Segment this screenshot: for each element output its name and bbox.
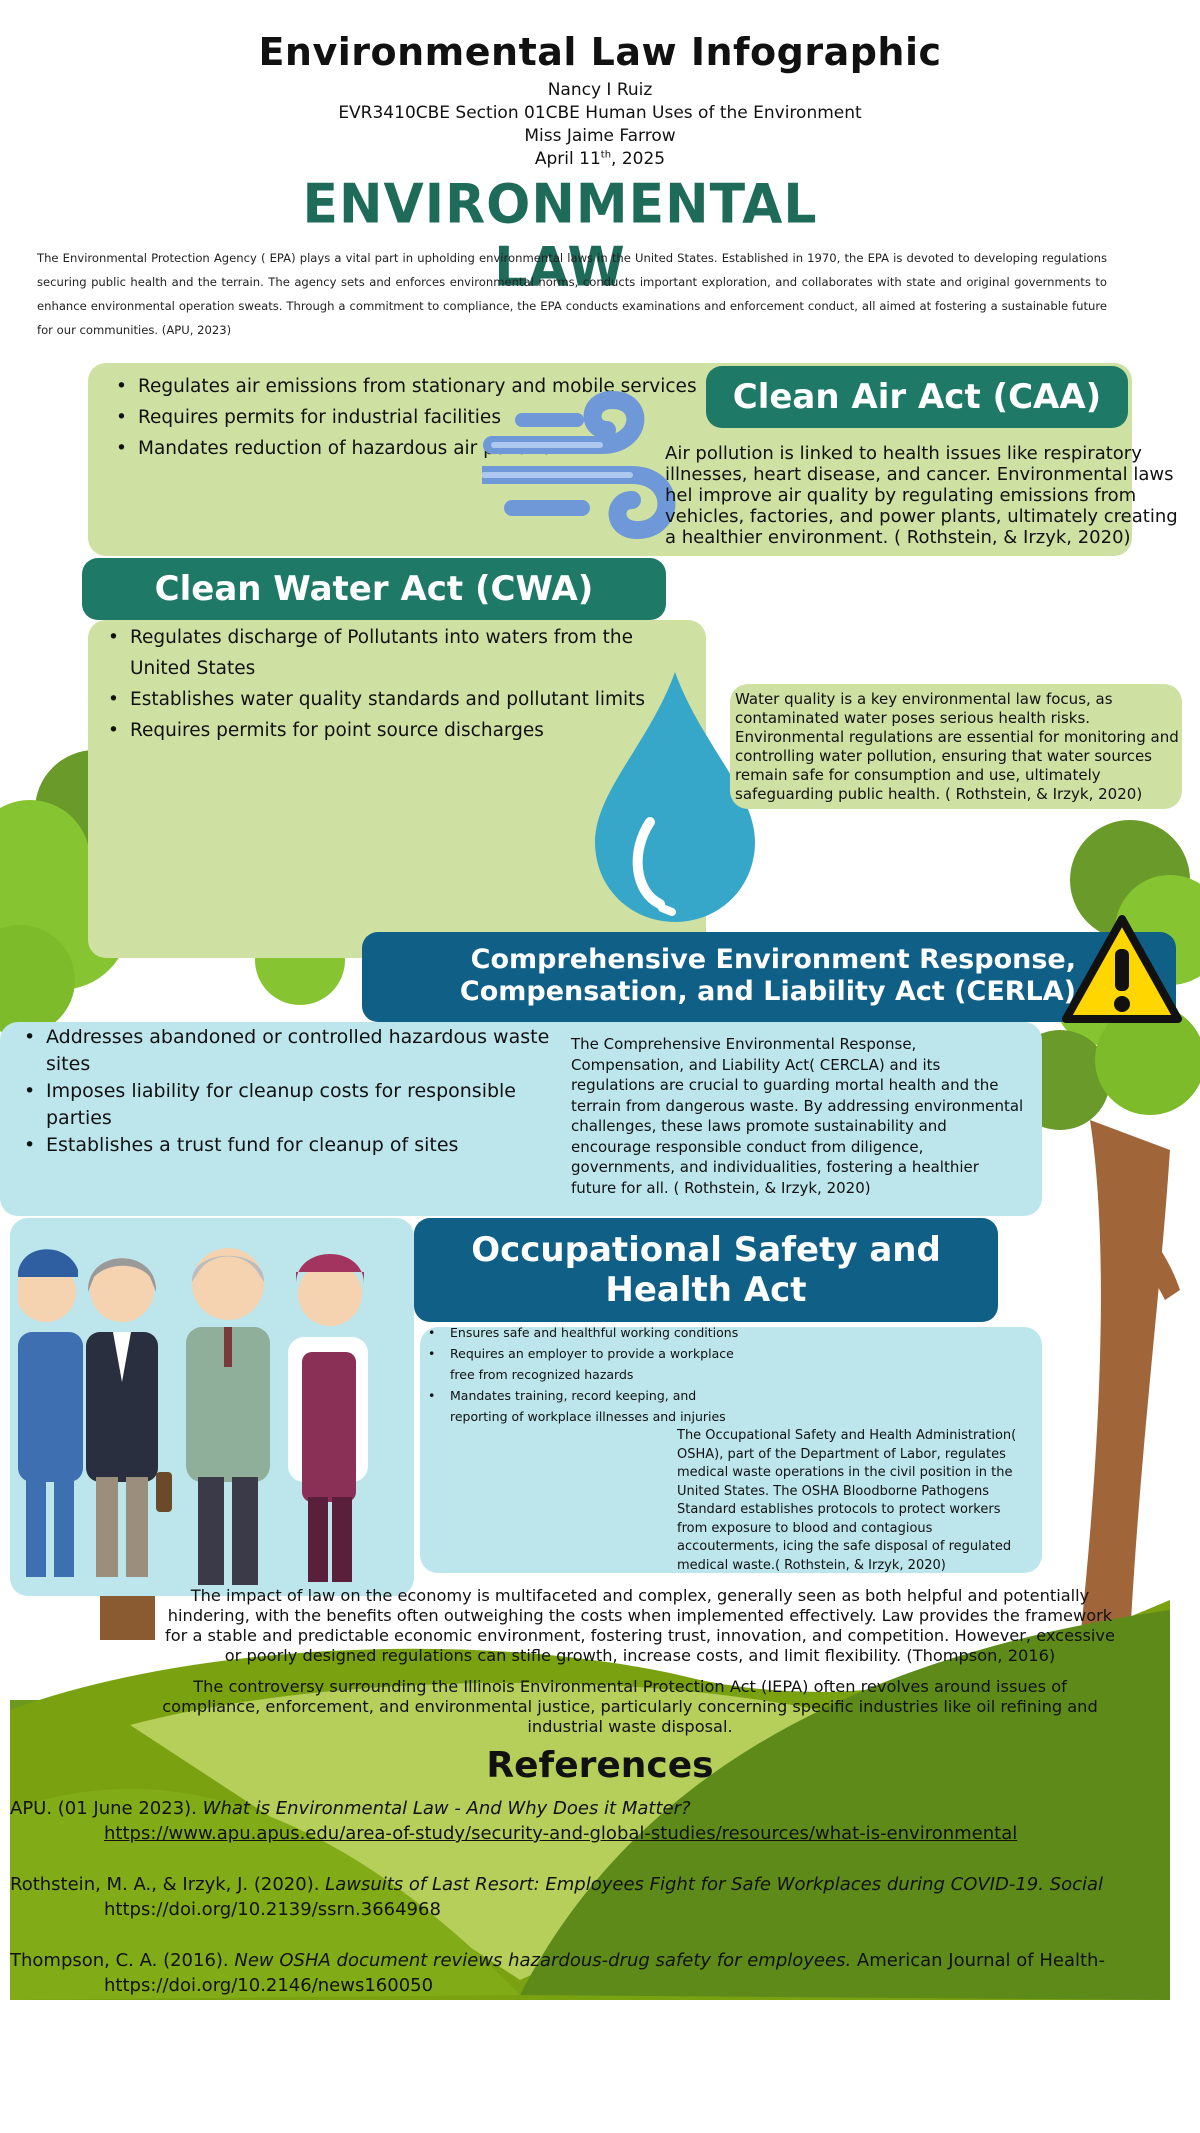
date-line [0,149,1200,169]
reference-link[interactable]: https://www.apu.apus.edu/area-of-study/security-and-global-studies/resources/what-is-environmental [104,1823,1018,1844]
cercla-bullet: • Establishes a trust fund for cleanup of sites [20,1132,560,1159]
osha-bullets [424,1322,754,1427]
reference-item [10,1872,1190,1922]
cwa-bullet: • Regulates discharge of Pollutants into waters from the United States [104,622,694,684]
caa-bullet: • Requires permits for industrial facilities [112,402,712,433]
reference-lead: APU. (01 June 2023). [10,1798,203,1819]
reference-title: What is Environmental Law - And Why Does it Matter? [202,1798,691,1819]
cwa-description: Water quality is a key environmental law focus, as contaminated water poses serious health risks. Environmental regulations are essential for monitoring and controlling water pollution, ensuring that water sources remain safe for consumption and use, ultimately safeguarding public health. ( Rothstein, & Irzyk, 2020) [735,690,1179,803]
osha-bullet: • Ensures safe and healthful working conditions [424,1322,754,1343]
reference-lead: Thompson, C. A. (2016). [10,1950,235,1971]
date-sup: th [600,149,612,161]
references-title: References [486,1745,714,1786]
date-suffix: , 2025 [611,149,666,169]
cercla-bullets [20,1024,560,1159]
reference-item [10,1948,1190,1998]
osha-title-line: Occupational Safety and [471,1230,941,1270]
osha-bullet: • Requires an employer to provide a workplace free from recognized hazards [424,1343,754,1385]
course-name: EVR3410CBE Section 01CBE Human Uses of the Environment [338,103,862,123]
osha-bullet: • Mandates training, record keeping, and reporting of workplace illnesses and injuries [424,1385,754,1427]
osha-description: The Occupational Safety and Health Administration( OSHA), part of the Department of Labor, regulates medical waste operations in the civil position in the United States. The OSHA Bloodborne Pathogens Standard establishes protocols to protect workers from exposure to blood and contagious accouterments, icing the safe disposal of regulated medical waste.( Rothstein, & Irzyk, 2020) [677,1428,1017,1573]
iepa-paragraph: The controversy surrounding the Illinois Environmental Protection Act (IEPA) often revolves around issues of compliance, enforcement, and environmental justice, particularly concerning specific industries like oil refining and industrial waste disposal. [162,1677,1098,1736]
cercla-description: The Comprehensive Environmental Response, Compensation, and Liability Act( CERCLA) and its regulations are crucial to guarding mortal health and the terrain from dangerous waste. By addressing environmental challenges, these laws promote sustainability and encourage responsible conduct from diligence, governments, and individualities, fostering a healthier future for all. ( Rothstein, & Irzyk, 2020) [571,1035,1024,1197]
cercla-bullet: • Addresses abandoned or controlled hazardous waste sites [20,1024,560,1078]
osha-title [414,1218,998,1322]
osha-title-line: Health Act [605,1270,807,1310]
reference-rest: American Journal of Health- [851,1950,1105,1971]
reference-title: New OSHA document reviews hazardous-drug safety for employees. [234,1950,852,1971]
banner-title: ENVIRONMENTAL LAW [302,173,818,299]
reference-item [10,1796,1190,1846]
cercla-title [362,932,1176,1022]
caa-bullet: • Mandates reduction of hazardous air pollution [112,433,712,464]
instructor-name: Miss Jaime Farrow [524,126,676,146]
cercla-title-line: Compensation, and Liability Act (CERLA) [459,976,1076,1007]
reference-link[interactable]: https://doi.org/10.2139/ssrn.3664968 [104,1899,441,1920]
workers-illustration-icon [18,1222,408,1592]
cercla-title-line: Comprehensive Environment Response, [470,944,1076,975]
caa-bullet: • Regulates air emissions from stationary and mobile services [112,371,712,402]
reference-link[interactable]: https://doi.org/10.2146/news160050 [104,1975,434,1996]
cwa-bullet: • Requires permits for point source discharges [104,715,694,746]
caa-title: Clean Air Act (CAA) [706,366,1128,428]
economy-paragraph: The impact of law on the economy is multifaceted and complex, generally seen as both helpful and potentially hindering, with the benefits often outweighing the costs when implemented effectively. Law provides the framework for a stable and predictable economic environment, fostering trust, innovation, and competition. However, excessive or poorly designed regulations can stifle growth, increase costs, and limit flexibility. (Thompson, 2016) [165,1586,1115,1665]
cwa-bullet: • Establishes water quality standards and pollutant limits [104,684,694,715]
reference-lead: Rothstein, M. A., & Irzyk, J. (2020). [10,1874,326,1895]
wind-icon [482,390,682,550]
reference-title: Lawsuits of Last Resort: Employees Fight for Safe Workplaces during COVID-19. Social [325,1874,1104,1895]
cwa-title: Clean Water Act (CWA) [82,558,666,620]
author-name: Nancy I Ruiz [547,80,653,100]
page-title: Environmental Law Infographic [258,30,942,74]
cercla-bullet: • Imposes liability for cleanup costs for responsible parties [20,1078,560,1132]
date-prefix: April 11 [534,149,601,169]
intro-paragraph: The Environmental Protection Agency ( EPA) plays a vital part in upholding environmental laws in the United States. Established in 1970, the EPA is devoted to developing regulations securing public health and the terrain. The agency sets and enforces environmental norms, conducts important exploration, and collaborates with state and original governments to enhance environmental operation sweats. Through a commitment to compliance, the EPA conducts examinations and enforcement conduct, all aimed at fostering a sustainable future for our communities. (APU, 2023) [37,251,1107,337]
caa-description: Air pollution is linked to health issues like respiratory illnesses, heart disease, and cancer. Environmental laws hel improve air quality by regulating emissions from vehicles, factories, and power plants, ultimately creating a healthier environment. ( Rothstein, & Irzyk, 2020) [665,443,1178,548]
warning-icon [1062,915,1182,1023]
